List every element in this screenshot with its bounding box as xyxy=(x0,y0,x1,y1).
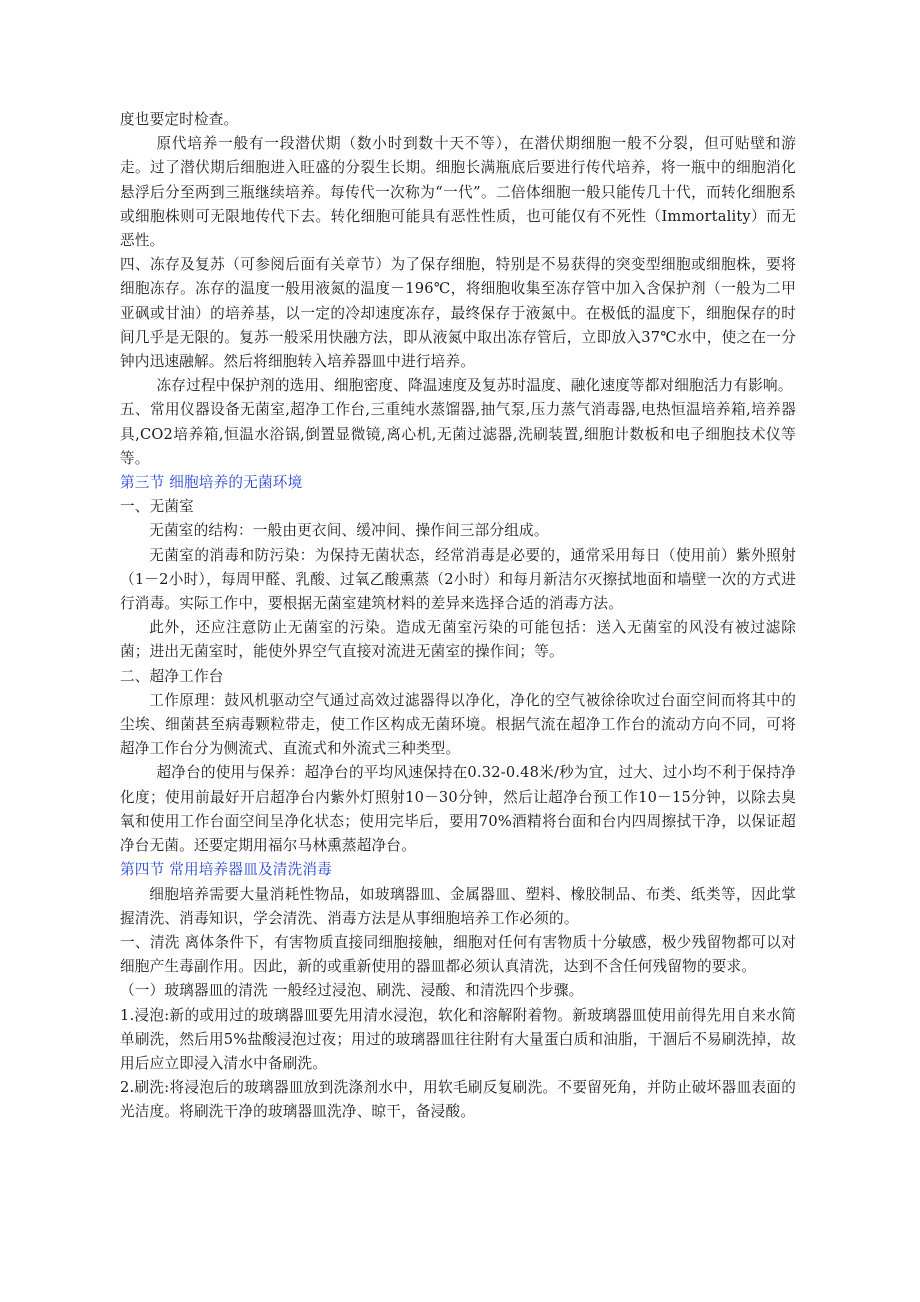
paragraph: 无菌室的结构：一般由更衣间、缓冲间、操作间三部分组成。 xyxy=(149,522,549,540)
paragraph: 此外，还应注意防止无菌室的污染。造成无菌室污染的可能包括：送入无菌室的风没有被过滤除菌；进出无菌室时，能使外界空气直接对流进无菌室的操作间；等。 xyxy=(120,619,796,661)
paragraph: 超净台的使用与保养：超净台的平均风速保持在0.32-0.48米/秒为宜，过大、过小均不利于保持净化度；使用前最好开启超净台内紫外灯照射10－30分钟，然后让超净台预工作10－15分钟，以除去臭氧和使用工作台面空间呈净化状态；使用完毕后，要用70%酒精将台面和台内四周擦拭干净，以保证超净台无菌。还要定期用福尔马林熏蒸超净台。 xyxy=(120,764,796,855)
paragraph: 2.刷洗:将浸泡后的玻璃器皿放到洗涤剂水中，用软毛刷反复刷洗。不要留死角，并防止破坏器皿表面的光洁度。将刷洗干净的玻璃器皿洗净、晾干，备浸酸。 xyxy=(120,1079,796,1121)
paragraph: 四、冻存及复苏（可参阅后面有关章节）为了保存细胞，特别是不易获得的突变型细胞或细胞株，要将细胞冻存。冻存的温度一般用液氮的温度－196℃，将细胞收集至冻存管中加入含保护剂（一般为二甲亚砜或甘油）的培养基，以一定的冷却速度冻存，最终保存于液氮中。在极低的温度下，细胞保存的时间几乎是无限的。复苏一般采用快融方法，即从液氮中取出冻存管后，立即放入37℃水中，使之在一分钟内迅速融解。然后将细胞转入培养器皿中进行培养。 xyxy=(120,256,796,371)
document-page xyxy=(120,108,796,1125)
paragraph: （一）玻璃器皿的清洗 一般经过浸泡、刷洗、浸酸、和清洗四个步骤。 xyxy=(120,982,584,1000)
paragraph: 五、常用仪器设备无菌室,超净工作台,三重纯水蒸馏器,抽气泵,压力蒸气消毒器,电热恒温培养箱,培养器具,CO2培养箱,恒温水浴锅,倒置显微镜,离心机,无菌过滤器,洗刷装置,细胞计数板和电子细胞技术仪等等。 xyxy=(120,401,796,467)
paragraph: 一、清洗 离体条件下，有害物质直接同细胞接触，细胞对任何有害物质十分敏感，极少残留物都可以对细胞产生毒副作用。因此，新的或重新使用的器皿都必须认真清洗，达到不含任何残留物的要求。 xyxy=(120,933,796,976)
paragraph: 无菌室的消毒和防污染：为保持无菌状态，经常消毒是必要的，通常采用每日（使用前）紫外照射（1－2小时），每周甲醛、乳酸、过氧乙酸熏蒸（2小时）和每月新洁尔灭擦拭地面和墙壁一次的方式进行消毒。实际工作中，要根据无菌室建筑材料的差异来选择合适的消毒方法。 xyxy=(120,546,796,613)
subsection-title: 一、无菌室 xyxy=(120,498,194,516)
paragraph: 工作原理：鼓风机驱动空气通过高效过滤器得以净化，净化的空气被徐徐吹过台面空间而将其中的尘埃、细菌甚至病毒颗粒带走，使工作区构成无菌环境。根据气流在超净工作台的流动方向不同，可将超净工作台分为侧流式、直流式和外流式三种类型。 xyxy=(120,691,796,758)
section-heading: 第三节 细胞培养的无菌环境 xyxy=(120,474,303,492)
paragraph: 1.浸泡:新的或用过的玻璃器皿要先用清水浸泡，软化和溶解附着物。新玻璃器皿使用前得先用自来水简单刷洗，然后用5%盐酸浸泡过夜；用过的玻璃器皿往往附有大量蛋白质和油脂，干涸后不易刷洗掉，故用后应立即浸入清水中备刷洗。 xyxy=(120,1006,796,1072)
paragraph: 细胞培养需要大量消耗性物品，如玻璃器皿、金属器皿、塑料、橡胶制品、布类、纸类等，因此掌握清洗、消毒知识，学会清洗、消毒方法是从事细胞培养工作必须的。 xyxy=(120,885,796,927)
subsection-title: 二、超净工作台 xyxy=(120,667,224,685)
paragraph: 冻存过程中保护剂的选用、细胞密度、降温速度及复苏时温度、融化速度等都对细胞活力有影响。 xyxy=(156,377,793,395)
paragraph: 度也要定时检查。 xyxy=(120,111,239,128)
paragraph: 原代培养一般有一段潜伏期（数小时到数十天不等），在潜伏期细胞一般不分裂，但可贴壁和游走。过了潜伏期后细胞进入旺盛的分裂生长期。细胞长满瓶底后要进行传代培养，将一瓶中的细胞消化悬浮后分至两到三瓶继续培养。每传代一次称为“一代”。二倍体细胞一般只能传几十代，而转化细胞系或细胞株则可无限地传代下去。转化细胞可能具有恶性性质，也可能仅有不死性（Immortality）而无恶性。 xyxy=(120,135,796,250)
section-heading: 第四节 常用培养器皿及清洗消毒 xyxy=(120,861,332,879)
